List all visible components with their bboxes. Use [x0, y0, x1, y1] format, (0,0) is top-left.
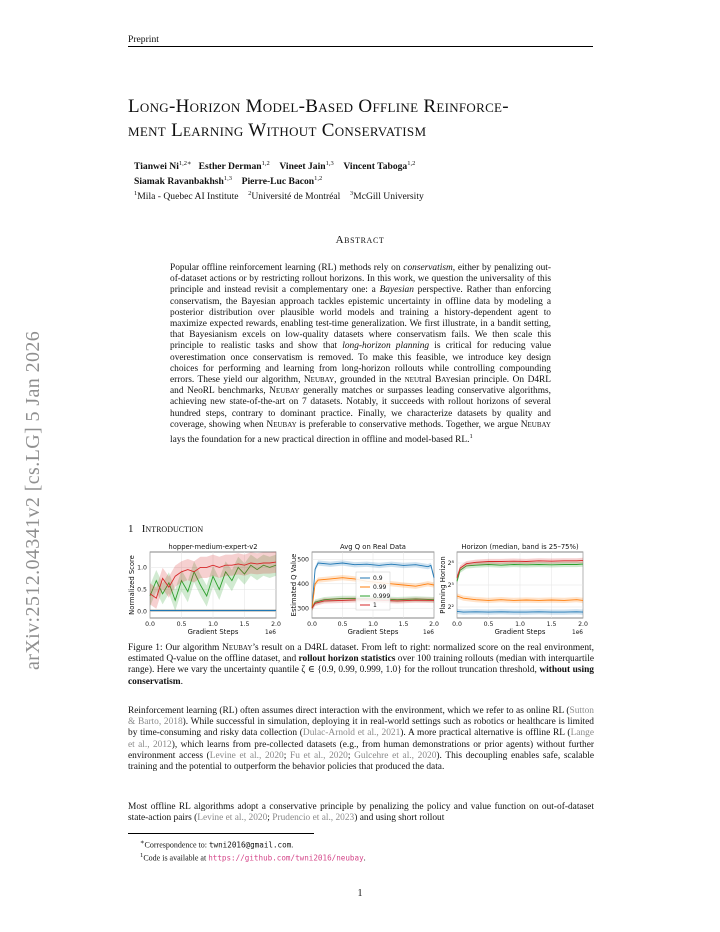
abstract-text: is preferable to conservative methods. Together, we argue: [296, 419, 521, 430]
x-tick-label: 0.5: [337, 621, 348, 628]
caption-label: Figure 1:: [128, 643, 163, 653]
section-heading: [128, 523, 203, 535]
body-text: ). This decoupling enables safe, scalable training and the potential to outperform the behavior policies that produced the data.: [128, 750, 595, 773]
subplot-3: [439, 543, 588, 636]
subplot-title: Avg Q on Real Data: [340, 543, 406, 551]
algorithm-name: Neubay: [222, 643, 253, 653]
footnotes: [140, 838, 600, 864]
author-affiliation: 1,2: [261, 160, 270, 167]
caption-bold: rollout horizon statistics: [298, 654, 396, 665]
y-axis-label: Normalized Score: [128, 555, 136, 615]
abstract-text: Popular offline reinforcement learning (RL) methods rely on: [170, 263, 404, 273]
caption-text: .: [180, 676, 183, 687]
abstract-text: esian principle. On D4RL and NeoRL benchmarks,: [170, 375, 552, 397]
x-tick-label: 1.5: [546, 621, 557, 628]
body-text: ), which learns from pre-collected datasets (e.g., from human demonstrations or prior agents) without further environment access (: [128, 739, 594, 761]
x-tick-label: 0.5: [483, 621, 494, 628]
figure-caption: [128, 643, 594, 688]
y-tick-label: 1.0: [137, 564, 147, 572]
intro-paragraph-2: [128, 802, 594, 824]
y-tick-label: 2⁵: [447, 582, 454, 590]
author-affiliation: 1,2: [407, 160, 416, 167]
author-name: Esther Derman: [198, 161, 262, 173]
authors-line-2: [134, 173, 594, 188]
legend-label: 0.9: [373, 575, 383, 583]
subplot-title: hopper-medium-expert-v2: [168, 543, 258, 551]
abstract-text: lays the foundation for a new practical direction in offline and model-based RL.: [170, 435, 470, 446]
page-number: 1: [357, 888, 363, 899]
algorithm-acronym-part: neu: [404, 375, 419, 386]
y-axis-label: Planning Horizon: [439, 556, 447, 614]
paper-title: [128, 95, 598, 143]
affiliation-name: Mila - Quebec AI Institute: [137, 191, 239, 203]
y-tick-label: 0.5: [137, 586, 147, 594]
footnote-code: [140, 851, 600, 864]
body-text: ;: [267, 813, 273, 824]
caption-bold: without using conservatism: [128, 665, 594, 687]
affiliation-number: 3: [349, 190, 354, 198]
algorithm-acronym-part: Bay: [434, 375, 451, 386]
body-text: ;: [347, 750, 355, 761]
author-affiliation: 1,3: [325, 160, 334, 167]
footnote-marker: 1: [140, 852, 144, 860]
title-line-1: Long-Horizon Model-Based Offline Reinforce-: [128, 96, 509, 117]
section-title: Introduction: [141, 523, 204, 535]
footnote-correspondence: [140, 838, 600, 851]
footnote-text: Correspondence to:: [144, 840, 209, 850]
abstract-text: tral: [419, 375, 435, 386]
abstract-text: generally matches or surpasses leading conservative algorithms, achieving new state-of-the-art on 7 datasets. Notably, it succeeds with rollout horizons of several hundred steps, contrary to dominant practice. Finally, we characterize datasets by quality and coverage, showing when: [170, 386, 551, 430]
x-tick-label: 0.0: [307, 621, 317, 628]
author-affiliation: 1,2: [314, 175, 323, 183]
algorithm-name: Neubay: [266, 419, 297, 430]
footnote-rule: [128, 833, 314, 834]
body-text: Most offline RL algorithms adopt a conservative principle by penalizing the policy and value function on out-of-dataset state-action pairs (: [128, 802, 594, 824]
y-tick-label: 400: [297, 580, 309, 588]
x-tick-label: 0.5: [176, 621, 187, 628]
y-axis-label: Estimated Q Value: [290, 553, 298, 617]
legend-label: 1: [373, 602, 377, 610]
abstract-emphasis: Bayesian: [379, 285, 414, 296]
legend-label: 0.999: [373, 593, 391, 601]
author-affiliation: 1,2∗: [178, 160, 192, 167]
x-tick-label: 1.0: [208, 621, 218, 628]
footnote-text: .: [291, 840, 294, 850]
legend-label: 0.99: [373, 584, 387, 592]
authors-line-1: [134, 158, 594, 173]
arxiv-identifier[interactable]: arXiv:2512.04341v2 [cs.LG] 5 Jan 2026: [22, 330, 44, 670]
section-number: 1: [128, 523, 134, 535]
x-axis-exponent: 1e6: [265, 630, 276, 636]
x-tick-label: 2.0: [578, 621, 588, 628]
x-axis-exponent: 1e6: [423, 630, 434, 636]
y-tick-label: 2⁸: [447, 560, 454, 568]
subplot-2: [290, 543, 439, 636]
header-rule: [128, 46, 593, 47]
arxiv-stamp: [22, 270, 44, 670]
abstract-text: , either by penalizing out-of-dataset actions or by restricting rollout horizons. In this work, we question the universality of this principle and instead revisit a complementary one: a: [170, 263, 552, 296]
email-link[interactable]: twni2016@gmail.com: [208, 840, 292, 850]
affiliation-name: Université de Montréal: [251, 191, 341, 203]
subplot-title: Horizon (median, band is 25–75%): [461, 543, 579, 551]
x-tick-label: 0.0: [452, 621, 462, 628]
caption-text: over 100 training rollouts (median with interquartile range). Here we vary the uncertainty quantile ζ ∈ {0.9, 0.99, 0.999, 1.0} for the rollout truncation threshold,: [128, 654, 594, 676]
footnote-text: .: [363, 853, 366, 863]
x-tick-label: 1.0: [368, 621, 378, 628]
algorithm-name: Neubay: [520, 419, 551, 430]
x-axis-exponent: 1e6: [572, 630, 583, 636]
affiliations-line: [134, 188, 594, 203]
x-tick-label: 1.0: [515, 621, 525, 628]
x-tick-label: 1.5: [398, 621, 409, 628]
citation-link[interactable]: Gulcehre et al., 2020: [354, 750, 437, 761]
author-name: Vineet Jain: [279, 161, 326, 173]
y-tick-label: 2²: [447, 604, 454, 612]
body-text: ). While successful in simulation, deploying it in real-world settings such as robotics or healthcare is limited by time-consuming and risky data collection (: [128, 717, 594, 739]
citation-link[interactable]: Levine et al., 2020: [209, 750, 284, 761]
abstract-text: is critical for reducing value overestimation once conservatism is removed. To make this feasible, we introduce key design choices for performing and learning from long-horizon rollouts while controlling compounding errors. These yield our algorithm,: [170, 341, 551, 386]
x-tick-label: 2.0: [429, 621, 439, 628]
caption-text: ’s result on a D4RL dataset. From left to right: normalized score on the real environment, estimated Q-value on the offline dataset, and: [128, 643, 594, 665]
y-tick-label: 500: [297, 556, 309, 564]
footnote-marker: ∗: [140, 839, 145, 846]
author-name: Pierre-Luc Bacon: [241, 176, 315, 188]
x-tick-label: 0.0: [145, 621, 155, 628]
body-text: ). A more practical alternative is offline RL (: [400, 728, 571, 739]
x-axis-label: Gradient Steps: [187, 628, 239, 636]
title-line-2: ment Learning Without Conservatism: [128, 120, 427, 141]
author-block: [134, 158, 594, 204]
citation-link[interactable]: Sutton & Barto, 2018: [128, 706, 594, 728]
intro-paragraph-1: [128, 706, 594, 773]
subplot-1: [128, 543, 281, 636]
author-affiliation: 1,3: [223, 175, 232, 183]
author-name: Vincent Taboga: [343, 161, 408, 173]
affiliation-name: McGill University: [353, 191, 424, 203]
x-axis-label: Gradient Steps: [494, 628, 546, 636]
abstract-heading: Abstract: [335, 234, 385, 246]
running-header: Preprint: [128, 34, 159, 45]
algorithm-name: Neubay: [303, 375, 335, 386]
code-url-link[interactable]: https://github.com/twni2016/neubay: [208, 853, 364, 863]
algorithm-name: Neubay: [269, 386, 300, 397]
body-text: ) and using short rollout: [354, 813, 445, 824]
citation-link[interactable]: Levine et al., 2020: [197, 813, 268, 824]
abstract-emphasis: long-horizon planning: [342, 341, 430, 352]
footnote-marker[interactable]: 1: [469, 433, 473, 441]
affiliation-number: 2: [248, 190, 252, 198]
x-tick-label: 2.0: [271, 621, 281, 628]
affiliation-number: 1: [134, 190, 138, 198]
abstract-emphasis: conservatism: [403, 263, 453, 273]
citation-link[interactable]: Prudencio et al., 2023: [272, 813, 355, 824]
author-name: Tianwei Ni: [134, 161, 179, 173]
x-axis-label: Gradient Steps: [347, 628, 399, 636]
abstract-text: , grounded in the: [334, 375, 405, 386]
body-text: Reinforcement learning (RL) often assumes direct interaction with the environment, which we refer to as online RL (: [128, 706, 570, 716]
footnote-text: Code is available at: [143, 853, 209, 863]
citation-link[interactable]: Fu et al., 2020: [290, 750, 348, 761]
abstract-text: perspective. Rather than enforcing conservatism, the Bayesian approach tackles epistemic uncertainty in offline data by modeling a posterior distribution over plausible world models and training a history-dependent agent to maximize expected rewards, enabling test-time generalization. We first illustrate, in a bandit setting, that Bayesianism excels on low-quality datasets where conservatism fails. We then scale this principle to realistic tasks and show that: [170, 285, 551, 352]
x-tick-label: 1.5: [239, 621, 250, 628]
figure-1: [126, 540, 596, 642]
y-tick-label: 300: [297, 605, 309, 613]
body-text: ;: [283, 750, 290, 761]
citation-link[interactable]: Dulac-Arnold et al., 2021: [302, 728, 401, 739]
y-tick-label: 0.0: [137, 608, 147, 616]
author-name: Siamak Ravanbakhsh: [134, 176, 224, 188]
caption-text: Our algorithm: [162, 643, 223, 653]
citation-link[interactable]: Lange et al., 2012: [128, 728, 594, 750]
abstract-body: [170, 263, 551, 446]
